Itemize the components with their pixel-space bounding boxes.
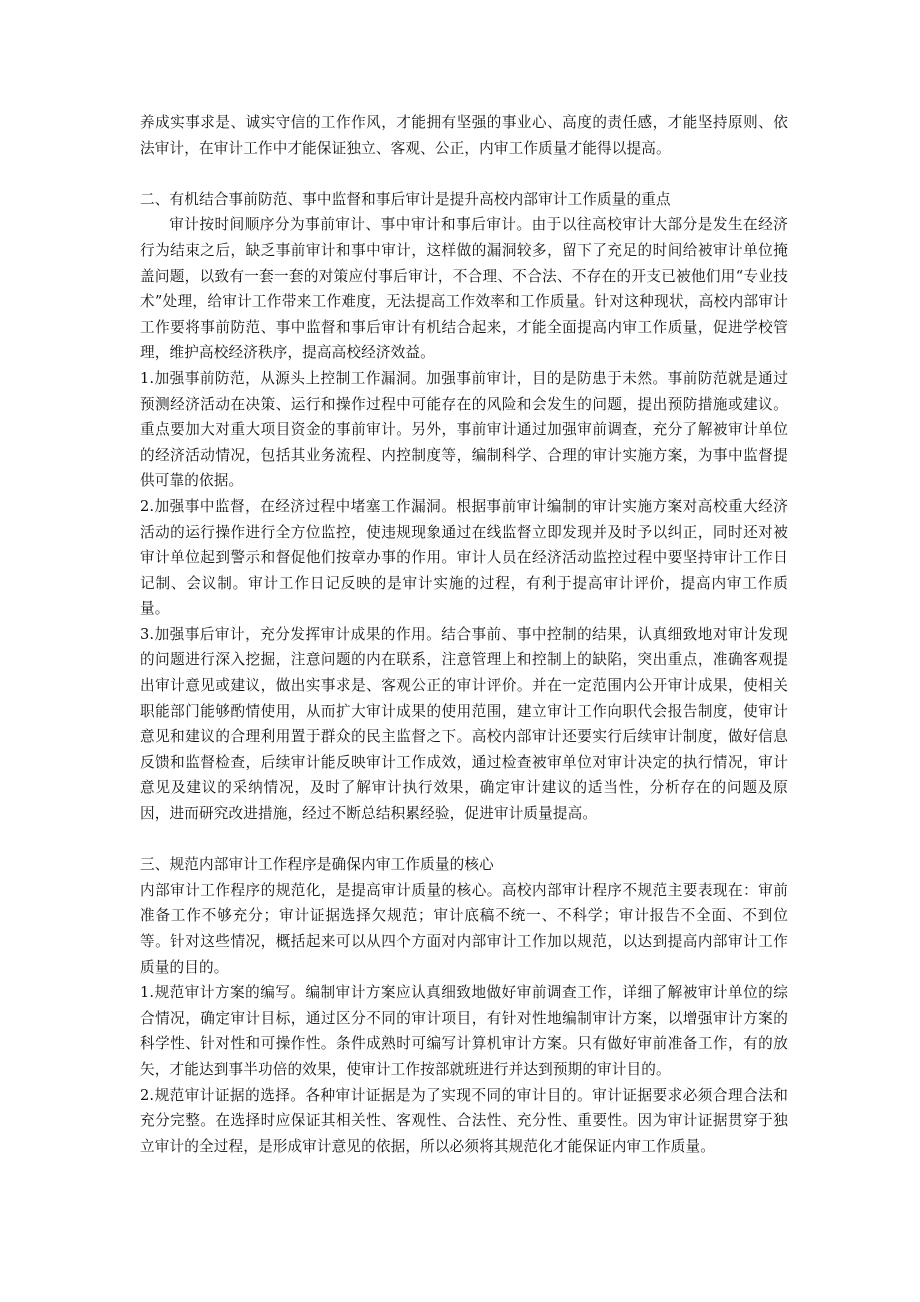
section-3-item-2: 2.规范审计证据的选择。各种审计证据是为了实现不同的审计目的。审计证据要求必须合理合法和充分完整。在选择时应保证其相关性、客观性、合法性、充分性、重要性。因为审计证据贯穿于独立审计的全过程，是形成审计意见的依据，所以必须将其规范化才能保证内审工作质量。 — [140, 1086, 788, 1155]
section-2-heading: 二、有机结合事前防范、事中监督和事后审计是提升高校内部审计工作质量的重点 — [140, 190, 671, 208]
section-3-item-1: 1.规范审计方案的编写。编制审计方案应认真细致地做好审前调查工作，详细了解被审计单位的综合情况，确定审计目标，通过区分不同的审计项目，有针对性地编制审计方案，以增强审计方案的科学性、针对性和可操作性。条件成熟时可编写计算机审计方案。只有做好审前准备工作，有的放矢，才能达到事半功倍的效果，使审计工作按部就班进行并达到预期的审计目的。 — [140, 984, 788, 1078]
section-2-item-3: 3.加强事后审计，充分发挥审计成果的作用。结合事前、事中控制的结果，认真细致地对审计发现的问题进行深入挖掘，注意问题的内在联系，注意管理上和控制上的缺陷，突出重点，准确客观提出审计意见或建议，做出实事求是、客观公正的审计评价。并在一定范围内公开审计成果，使相关职能部门能够酌情使用，从而扩大审计成果的使用范围，建立审计工作向职代会报告制度，使审计意见和建议的合理利用置于群众的民主监督之下。高校内部审计还要实行后续审计制度，做好信息反馈和监督检查，后续审计能反映审计工作成效，通过检查被审单位对审计决定的执行情况，审计意见及建议的采纳情况，及时了解审计执行效果，确定审计建议的适当性，分析存在的问题及原因，进而研究改进措施，经过不断总结积累经验，促进审计质量提高。 — [140, 625, 788, 823]
intro-paragraph: 养成实事求是、诚实守信的工作作风，才能拥有坚强的事业心、高度的责任感，才能坚持原则、依法审计，在审计工作中才能保证独立、客观、公正，内审工作质量才能得以提高。 — [140, 114, 788, 157]
section-2-body: 审计按时间顺序分为事前审计、事中审计和事后审计。由于以往高校审计大部分是发生在经济行为结束之后，缺乏事前审计和事中审计，这样做的漏洞较多，留下了充足的时间给被审计单位掩盖问题，以致有一套一套的对策应付事后审计，不合理、不合法、不存在的开支已被他们用“专业技术”处理，给审计工作带来工作难度，无法提高工作效率和工作质量。针对这种现状，高校内部审计工作要将事前防范、事中监督和事后审计有机结合起来，才能全面提高内审工作质量，促进学校管理，维护高校经济秩序，提高高校经济效益。 — [140, 216, 788, 362]
section-3-body: 内部审计工作程序的规范化，是提高审计质量的核心。高校内部审计程序不规范主要表现在：审前准备工作不够充分；审计证据选择欠规范；审计底稿不统一、不科学；审计报告不全面、不到位等。针对这些情况，概括起来可以从四个方面对内部审计工作加以规范，以达到提高内部审计工作质量的目的。 — [140, 881, 788, 976]
document-page — [140, 110, 788, 1159]
section-2-item-1: 1.加强事前防范，从源头上控制工作漏洞。加强事前审计，目的是防患于未然。事前防范就是通过预测经济活动在决策、运行和操作过程中可能存在的风险和会发生的问题，提出预防措施或建议。重点要加大对重大项目资金的事前审计。另外，事前审计通过加强审前调查，充分了解被审计单位的经济活动情况，包括其业务流程、内控制度等，编制科学、合理的审计实施方案，为事中监督提供可靠的依据。 — [140, 369, 788, 490]
section-3-heading: 三、规范内部审计工作程序是确保内审工作质量的核心 — [140, 856, 494, 874]
section-2-item-2: 2.加强事中监督，在经济过程中堵塞工作漏洞。根据事前审计编制的审计实施方案对高校重大经济活动的运行操作进行全方位监控，使违规现象通过在线监督立即发现并及时予以纠正，同时还对被审计单位起到警示和督促他们按章办事的作用。审计人员在经济活动监控过程中要坚持审计工作日记制、会议制。审计工作日记反映的是审计实施的过程，有利于提高审计评价，提高内审工作质量。 — [140, 497, 788, 618]
